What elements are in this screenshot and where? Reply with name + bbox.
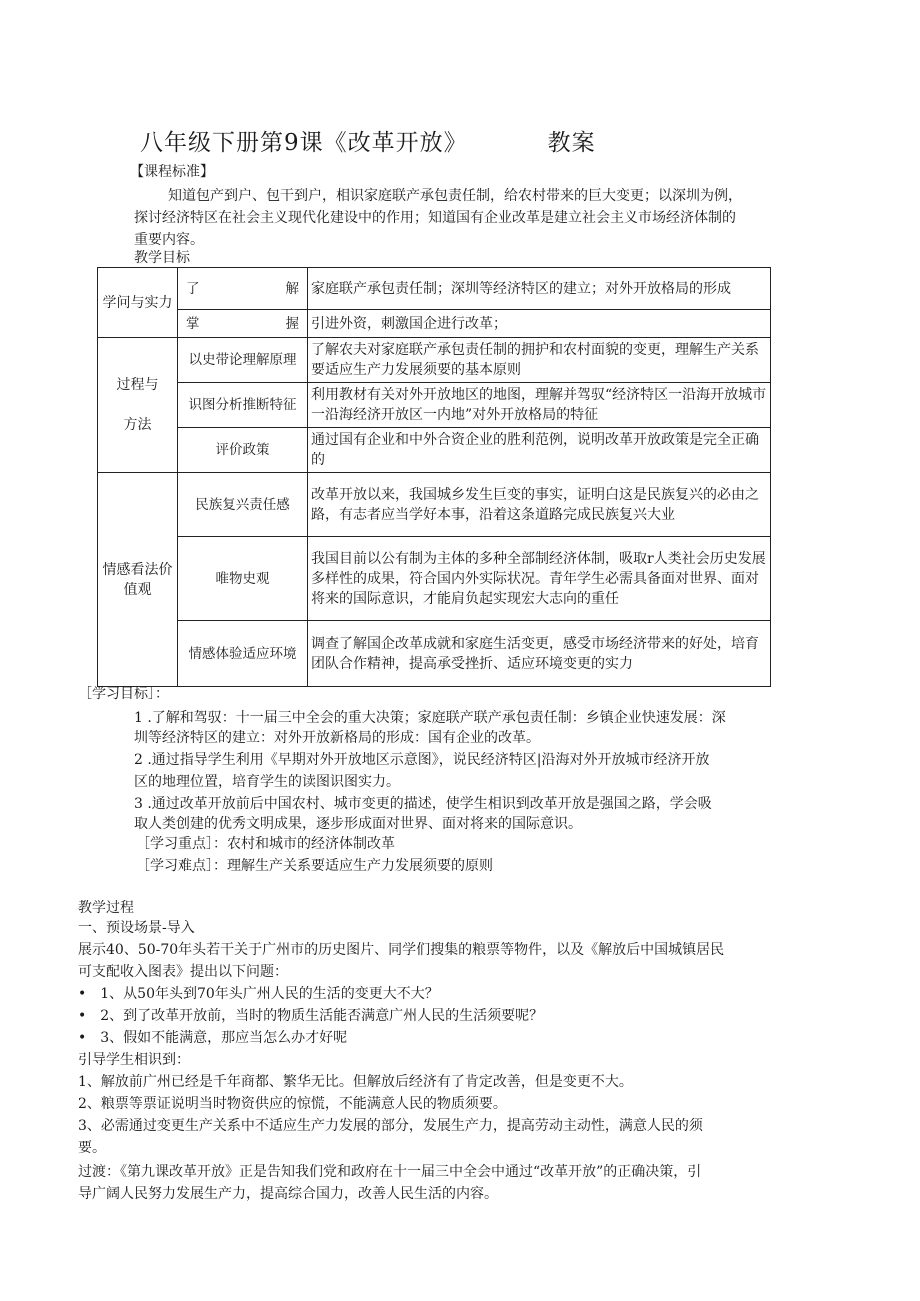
goal-subcategory: 了 解 — [178, 268, 308, 310]
goal-description: 调查了解国企改革成就和家庭生活变更，感受市场经济带来的好处，培育团队合作精神，提高承受挫折、适应环境变更的实力 — [308, 621, 771, 687]
process-guide: 引导学生相识到： — [78, 1052, 190, 1068]
process-answer: 要。 — [78, 1140, 106, 1156]
table-row — [98, 383, 771, 428]
process-question: • 1、从50年头到70年头广州人民的生活的变更大不大？ — [78, 986, 439, 1002]
document-title — [140, 124, 596, 157]
goal-subcategory: 掌 握 — [178, 310, 308, 338]
process-transition: 导广阔人民努力发展生产力，提高综合国力，改善人民生活的内容。 — [78, 1186, 498, 1202]
table-row — [98, 621, 771, 687]
study-difficulty: ［学习难点］：理解生产关系要适应生产力发展须要的原则 — [136, 858, 493, 874]
study-goal-line: 区的地理位置，培育学生的读图识图实力。 — [134, 774, 400, 790]
process-intro-line: 展示40、50-70年头若干关于广州市的历史图片、同学们搜集的粮票等物件，以及《解放后中国城镇居民 — [78, 942, 725, 958]
process-answer: 3、必需通过变更生产关系中不适应生产力发展的部分，发展生产力，提高劳动主动性，满意人民的须 — [78, 1118, 703, 1134]
study-goal-line: 取人类创建的优秀文明成果，逐步形成面对世界、面对将来的国际意识。 — [134, 816, 582, 832]
goal-subcategory: 民族复兴责任感 — [178, 473, 308, 537]
study-goal-line: 2 .通过指导学生利用《早期对外开放地区示意图》，说民经济特区|沿海对外开放城市经济开放 — [134, 752, 710, 768]
goal-subcategory: 评价政策 — [178, 428, 308, 473]
goal-description: 家庭联产承包责任制；深圳等经济特区的建立；对外开放格局的形成 — [308, 268, 771, 310]
standard-heading: 【课程标准】 — [130, 164, 214, 180]
goal-subcategory: 识图分析推断特征 — [178, 383, 308, 428]
table-row — [98, 310, 771, 338]
process-question: • 2、到了改革开放前，当时的物质生活能否满意广州人民的生活须要呢？ — [78, 1008, 544, 1024]
study-key-point: ［学习重点］：农村和城市的经济体制改革 — [136, 836, 395, 852]
title-text: 八年级下册第9课《改革开放》 — [140, 130, 468, 156]
goal-description: 改革开放以来，我国城乡发生巨变的事实，证明白这是民族复兴的必由之路，有志者应当学好本事，沿着这条道路完成民族复兴大业 — [308, 473, 771, 537]
process-heading: 教学过程 — [78, 900, 134, 916]
table-row — [98, 428, 771, 473]
standard-line: 探讨经济特区在社会主义现代化建设中的作用；知道国有企业改革是建立社会主义市场经济体制的 — [134, 210, 736, 226]
table-row — [98, 473, 771, 537]
table-row — [98, 268, 771, 310]
table-row — [98, 537, 771, 621]
process-intro-line: 可支配收入图表》提出以下问题： — [78, 964, 288, 980]
goal-subcategory: 情感体验适应环境 — [178, 621, 308, 687]
process-step-title: 一、预设场景-导入 — [78, 920, 195, 936]
goals-heading: 教学目标 — [134, 250, 190, 266]
goal-description: 我国目前以公有制为主体的多种全部制经济体制，吸取r人类社会历史发展多样性的成果，符合国内外实际状况。青年学生必需具备面对世界、面对将来的国际意识，才能肩负起实现宏大志向的重任 — [308, 537, 771, 621]
study-goals-heading: ［学习目标］： — [78, 686, 169, 702]
goal-category: 过程与 方法 — [98, 338, 178, 473]
process-answer: 1、解放前广州已经是千年商都、繁华无比。但解放后经济有了肯定改善，但是变更不大。 — [78, 1074, 633, 1090]
standard-line: 重要内容。 — [134, 232, 204, 248]
study-goal-line: 1 .了解和驾驭：十一届三中全会的重大决策；家庭联产联产承包责任制：乡镇企业快速发展：深 — [134, 710, 726, 726]
standard-line: 知道包产到户、包干到户，相识家庭联产承包责任制，给农村带来的巨大变更；以深圳为例， — [168, 188, 742, 204]
goal-description: 利用教材有关对外开放地区的地图，理解并驾驭“经济特区一沿海开放城市一沿海经济开放区一内地”对外开放格局的特征 — [308, 383, 771, 428]
table-row — [98, 338, 771, 383]
process-answer: 2、粮票等票证说明当时物资供应的惊慌，不能满意人民的物质须要。 — [78, 1096, 507, 1112]
goal-subcategory: 以史带论理解原理 — [178, 338, 308, 383]
study-goal-line: 圳等经济特区的建立：对外开放新格局的形成：国有企业的改革。 — [134, 730, 540, 746]
goal-subcategory: 唯物史观 — [178, 537, 308, 621]
goal-category: 学问与实力 — [98, 268, 178, 338]
process-transition: 过渡：《第九课改革开放》正是告知我们党和政府在十一届三中全会中通过“改革开放”的正确决策，引 — [78, 1164, 702, 1180]
goal-description: 引进外资，刺激国企进行改革； — [308, 310, 771, 338]
teaching-goals-table — [97, 267, 771, 687]
goal-description: 通过国有企业和中外合资企业的胜利范例，说明改革开放政策是完全正确的 — [308, 428, 771, 473]
study-goal-line: 3 .通过改革开放前后中国农村、城市变更的描述，使学生相识到改革开放是强国之路，学会吸 — [134, 796, 712, 812]
title-suffix: 教案 — [547, 130, 596, 156]
goal-category: 情感看法价 值观 — [98, 473, 178, 687]
process-question: • 3、假如不能满意，那应当怎么办才好呢 — [78, 1030, 348, 1046]
goal-description: 了解农夫对家庭联产承包责任制的拥护和农村面貌的变更，理解生产关系要适应生产力发展须要的基本原则 — [308, 338, 771, 383]
